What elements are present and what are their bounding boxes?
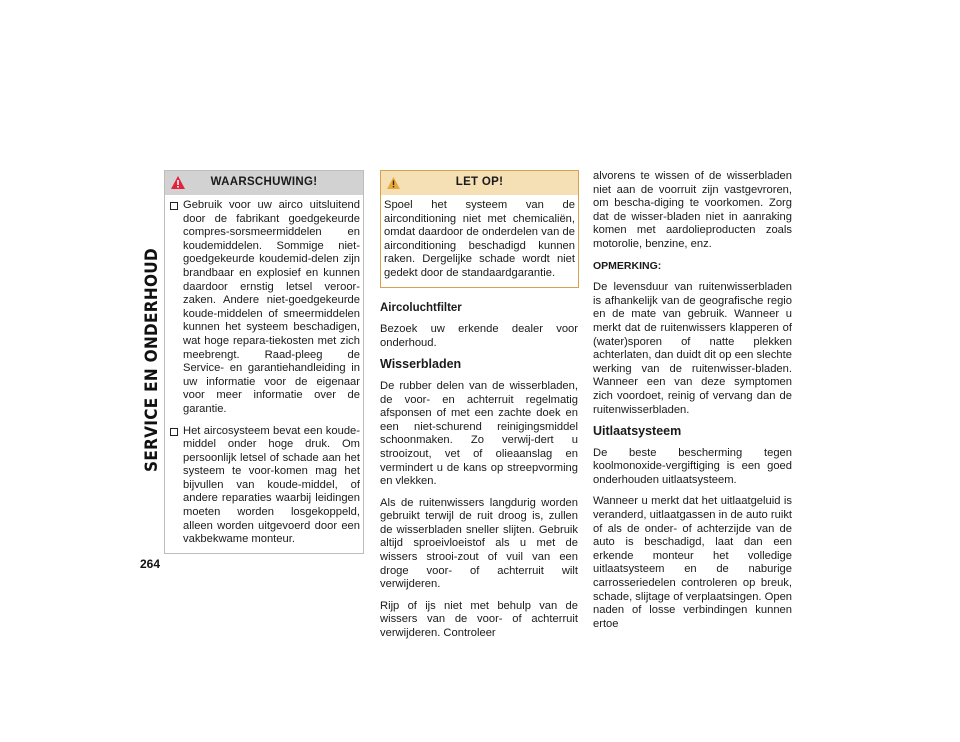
- warning-body: [165, 195, 363, 553]
- side-section-title: [140, 180, 164, 540]
- caution-text: Spoel het systeem van de airconditioning niet met chemicaliën, omdat daardoor de onderdelen van de airconditioning beschadigd kunnen raken. Dergelijke schade wordt niet gedekt door de standaardgarantie.: [384, 199, 575, 279]
- warning-box: [164, 170, 364, 554]
- note-text: De levensduur van ruitenwisserbladen is afhankelijk van de geografische regio en de mate van gebruik. Wanneer u merkt dat de ruitenwissers klapperen of (water)sporen of natte plekken achterlaten, dan duidt dit op een slechte werking van de ruitenwisser-bladen. Wanneer een van deze symptomen zich voordoet, reinig of vervang dan de ruitenwisserbladen.: [593, 281, 792, 416]
- warning-item-text: Het aircosysteem bevat een koude-middel onder hoge druk. Om persoonlijk letsel of schade aan het systeem te voor-komen mag het bijvullen van koude-middel, of andere reparaties waarbij leidingen moeten worden losgekoppeld, alleen worden uitgevoerd door een vakbekwame monteur.: [183, 424, 360, 546]
- warning-title: WAARSCHUWING!: [210, 176, 318, 189]
- wisserbladen-paragraph: De rubber delen van de wisserbladen, de voor- en achterruit regelmatig afsponsen of met een zachte doek en een niet-schurend reinigingsmiddel schoonmaken. Zo verwij-dert u strooizout, vet of olieaanslag en vermindert u de kans op streepvorming en vlekken.: [380, 379, 578, 488]
- column-right: [593, 170, 792, 639]
- caution-title: LET OP!: [455, 176, 504, 189]
- wisserbladen-heading: Wisserbladen: [380, 357, 462, 372]
- uitlaatsysteem-paragraph: Wanneer u merkt dat het uitlaatgeluid is veranderd, uitlaatgassen in de auto ruikt of als de onder- of achterzijde van de auto is beschadigd, laat dan een erkende monteur het volledige uitlaatsysteem en de naburige carrosseriedelen controleren op breuk, schade, slijtage of verplaatsingen. Open naden of losse verbindingen kunnen ertoe: [593, 495, 793, 630]
- caution-header: [381, 171, 578, 195]
- aircofilter-heading: Aircoluchtfilter: [380, 301, 462, 314]
- column-middle: [380, 170, 578, 649]
- column-left: [164, 170, 364, 554]
- wisserbladen-paragraph: Als de ruitenwissers langdurig worden gebruikt terwijl de ruit droog is, zullen de wisserbladen sneller slijten. Gebruik altijd sproeivloeistof als u met de wissers strooi-zout of vuil van een droge voor- of achterruit wilt verwijderen.: [380, 496, 578, 591]
- square-bullet-icon: [170, 428, 178, 436]
- wisserbladen-paragraph: Rijp of ijs niet met behulp van de wissers van de voor- of achterruit verwijderen. Controleer: [380, 599, 578, 640]
- note-label: OPMERKING:: [593, 259, 662, 272]
- warning-triangle-icon: [170, 175, 186, 190]
- warning-item: [169, 199, 360, 417]
- square-bullet-icon: [170, 202, 178, 210]
- wisserbladen-continued: alvorens te wissen of de wisserbladen niet aan de voorruit zijn vastgevroren, om bescha-diging te voorkomen. Zorg dat de wisser-bladen niet in aanraking komen met aardolieproducten zoals motorolie, benzine, enz.: [593, 170, 792, 250]
- uitlaatsysteem-heading: Uitlaatsysteem: [593, 424, 682, 439]
- uitlaatsysteem-paragraph: De beste bescherming tegen koolmonoxide-vergiftiging is een goed onderhouden uitlaatsysteem.: [593, 446, 792, 486]
- aircofilter-text: Bezoek uw erkende dealer voor onderhoud.: [380, 323, 578, 349]
- caution-box: [380, 170, 579, 288]
- warning-item: [169, 425, 360, 547]
- caution-triangle-icon: [386, 176, 401, 190]
- warning-item-text: Gebruik voor uw airco uitsluitend door de fabrikant goedgekeurde compres-sorsmeermiddelen en koudemiddelen. Sommige niet-goedgekeurde koudemid-delen zijn brandbaar en explosief en kunnen daardoor ernstig letsel veroor-zaken. Andere niet-goedgekeurde koude-middelen of smeermiddelen kunnen het systeem beschadigen, wat hoge repara-tiekosten met zich meebrengt. Raad-pleeg de Service- en garantiehandleiding in uw informatie voor de eigenaar voor meer informatie over de garantie.: [183, 199, 360, 415]
- page-number: 264: [140, 557, 161, 571]
- warning-header: [165, 171, 363, 195]
- side-title-text: SERVICE EN ONDERHOUD: [142, 248, 162, 472]
